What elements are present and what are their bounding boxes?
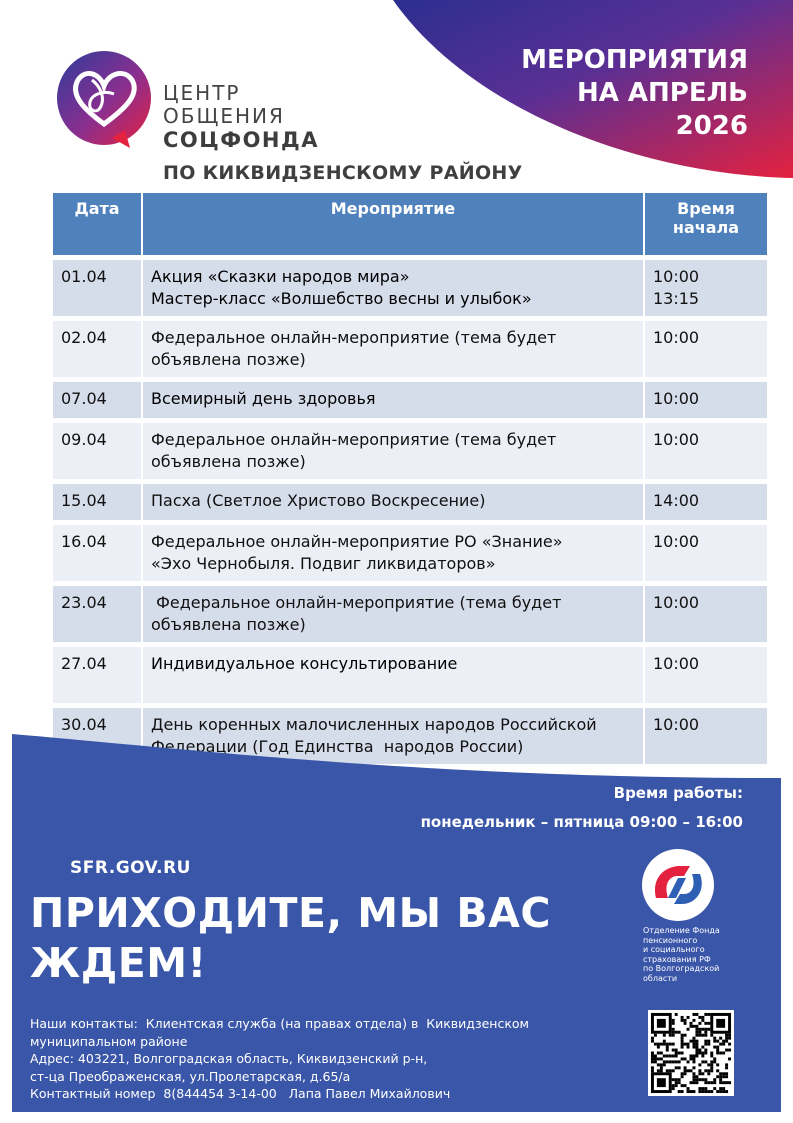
event-date: 02.04 [53, 321, 142, 377]
event-time-value: 10:00 [653, 532, 700, 551]
table-row [53, 321, 767, 377]
event-date: 07.04 [53, 382, 142, 418]
event-time [644, 525, 767, 581]
column-header-date: Дата [53, 193, 142, 255]
column-header-time: Время начала [644, 193, 767, 255]
event-time-value: 10:00 [653, 328, 700, 347]
sfr-organization-name [643, 926, 743, 983]
event-description [142, 525, 644, 581]
event-line: «Эхо Чернобыля. Подвиг ликвидаторов» [151, 554, 496, 573]
title-line-3: 2026 [675, 111, 748, 141]
table-row [53, 423, 767, 479]
event-time [644, 382, 767, 418]
work-hours: понедельник – пятница 09:00 – 16:00 [420, 813, 743, 831]
brand-line-1: ЦЕНТР [163, 81, 241, 105]
table-row [53, 382, 767, 418]
table-row [53, 484, 767, 520]
sfr-text-line: области [643, 973, 678, 983]
event-description [142, 260, 644, 316]
contact-line: Наши контакты: Клиентская служба (на правах отдела) в Киквидзенском [30, 1016, 529, 1031]
event-time-value: 10:00 [653, 715, 700, 734]
title-line-1: МЕРОПРИЯТИЯ [521, 45, 748, 75]
event-time-value: 14:00 [653, 491, 700, 510]
event-time-value: 10:00 [653, 389, 700, 408]
district-name: ПО КИКВИДЗЕНСКОМУ РАЙОНУ [163, 162, 523, 184]
event-date: 09.04 [53, 423, 142, 479]
slogan [30, 888, 610, 988]
slogan-line-1: ПРИХОДИТЕ, МЫ ВАС [30, 889, 551, 937]
contact-line: Контактный номер 8(844454 3-14-00 Лапа Павел Михайлович [30, 1086, 451, 1101]
event-time [644, 647, 767, 703]
title-line-2: НА АПРЕЛЬ [576, 78, 748, 108]
event-time [644, 321, 767, 377]
brand-name [163, 82, 319, 152]
event-description [142, 484, 644, 520]
event-date: 01.04 [53, 260, 142, 316]
sfr-text-line: Отделение Фонда [643, 926, 720, 935]
event-line: объявлена позже) [151, 615, 306, 634]
table-body [53, 255, 767, 764]
page-title [488, 44, 748, 143]
sfr-logo-icon [638, 848, 718, 922]
event-time-value: 13:15 [653, 289, 700, 308]
event-line: Федеральное онлайн-мероприятие (тема будет [151, 328, 557, 347]
events-table [53, 193, 767, 764]
table-row [53, 647, 767, 703]
event-date: 15.04 [53, 484, 142, 520]
table-row [53, 525, 767, 581]
event-description [142, 423, 644, 479]
event-time-value: 10:00 [653, 430, 700, 449]
event-line: объявлена позже) [151, 452, 306, 471]
event-time [644, 484, 767, 520]
event-line: День коренных малочисленных народов Российской [151, 715, 597, 734]
contact-line: Адрес: 403221, Волгоградская область, Киквидзенский р-н, [30, 1051, 428, 1066]
event-line: Всемирный день здоровья [151, 389, 376, 408]
event-line: Федеральное онлайн-мероприятие (тема будет [151, 430, 557, 449]
slogan-line-2: ЖДЕМ! [30, 939, 207, 987]
work-hours-title: Время работы: [613, 784, 743, 802]
event-date: 30.04 [53, 708, 142, 764]
event-description [142, 586, 644, 642]
sfr-text-line: пенсионного [643, 935, 698, 945]
event-line: Мастер-класс «Волшебство весны и улыбок» [151, 289, 532, 308]
event-description [142, 647, 644, 703]
event-date: 16.04 [53, 525, 142, 581]
event-time [644, 586, 767, 642]
event-description [142, 382, 644, 418]
qr-code-icon[interactable] [648, 1010, 734, 1096]
brand-line-3: СОЦФОНДА [163, 128, 319, 152]
table-row [53, 586, 767, 642]
heart-logo-icon [52, 50, 156, 150]
event-line: объявлена позже) [151, 350, 306, 369]
table-row [53, 260, 767, 316]
event-time-value: 10:00 [653, 654, 700, 673]
event-line: Пасха (Светлое Христово Воскресение) [151, 491, 486, 510]
sfr-text-line: страхования РФ [643, 954, 711, 964]
event-line: Федерации (Год Единства народов России) [151, 737, 524, 756]
event-date: 27.04 [53, 647, 142, 703]
table-header-row [53, 193, 767, 255]
contacts-block [30, 1015, 590, 1103]
event-date: 23.04 [53, 586, 142, 642]
event-line: Федеральное онлайн-мероприятие (тема будет [151, 593, 562, 612]
event-line: Акция «Сказки народов мира» [151, 267, 410, 286]
brand-line-2: ОБЩЕНИЯ [163, 104, 285, 128]
event-time-value: 10:00 [653, 593, 700, 612]
event-line: Индивидуальное консультирование [151, 654, 458, 673]
event-time-value: 10:00 [653, 267, 700, 286]
event-time [644, 423, 767, 479]
event-line: Федеральное онлайн-мероприятие РО «Знание» [151, 532, 563, 551]
contact-line: муниципальном районе [30, 1033, 188, 1049]
contact-line: ст-ца Преображенская, ул.Пролетарская, д.65/а [30, 1068, 351, 1084]
event-description [142, 321, 644, 377]
sfr-text-line: по Волгоградской [643, 964, 720, 973]
column-header-event: Мероприятие [142, 193, 644, 255]
sfr-text-line: и социального [643, 945, 705, 954]
website-link[interactable]: SFR.GOV.RU [70, 858, 191, 878]
event-time [644, 260, 767, 316]
